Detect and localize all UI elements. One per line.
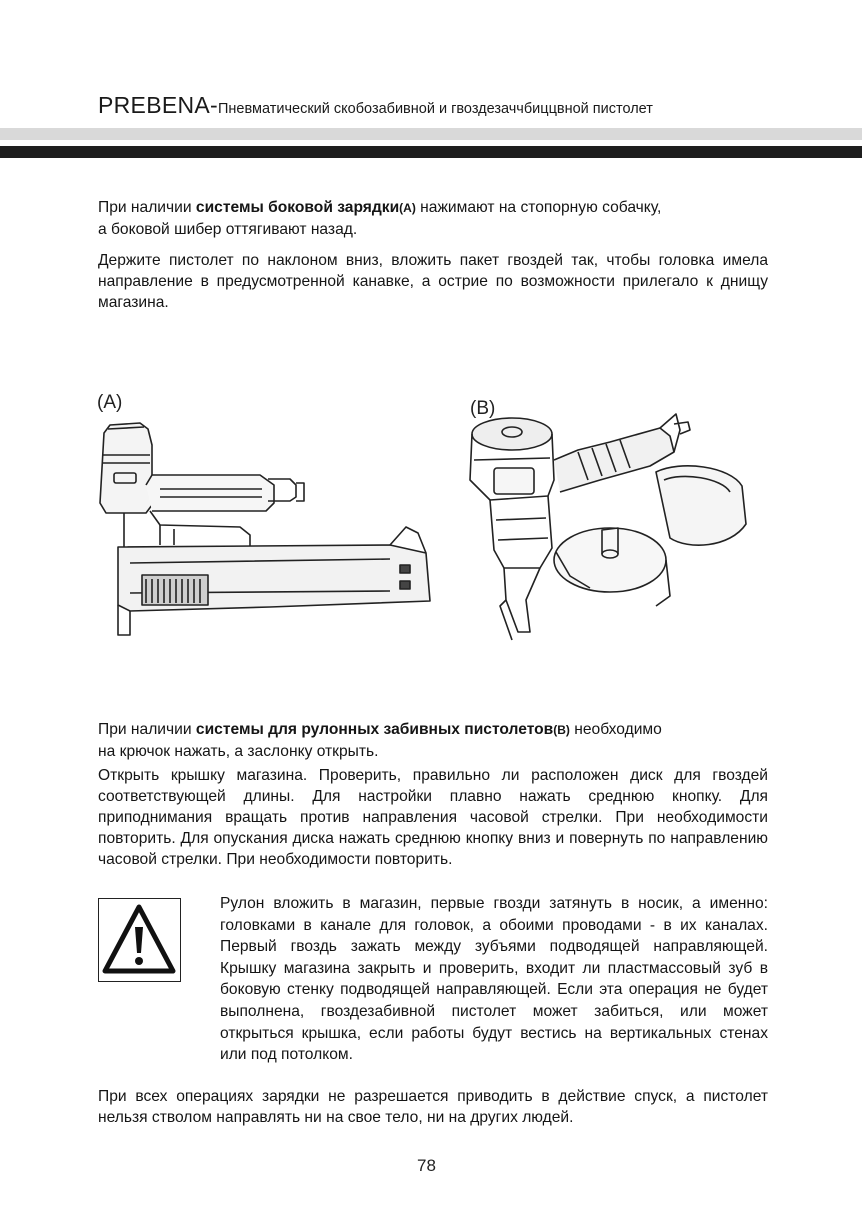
- page-header-title: [98, 92, 653, 119]
- coil-loading-line2: на крючок нажать, а заслонку открыть.: [98, 743, 379, 760]
- stick-nailer-illustration: [90, 415, 440, 645]
- warning-box: [98, 898, 181, 982]
- nail-insertion-paragraph: Держите пистолет по наклоном вниз, вложить пакет гвоздей так, чтобы головка имела направление в предусмотренной канавке, а острие по возможности прилегало к днищу магазина.: [98, 252, 768, 311]
- page-number: 78: [417, 1156, 436, 1175]
- header-band-dark: [0, 146, 862, 158]
- figure-a-label: (A): [97, 392, 123, 413]
- side-loading-paragraph: При наличии системы боковой зарядки(A) нажимают на стопорную собачку, а боковой шибер оттягивают назад.: [98, 197, 768, 240]
- coil-loading-paragraph: При наличии системы для рулонных забивных пистолетов(B) необходимо на крючок нажать, а заслонку открыть.: [98, 719, 768, 762]
- side-loading-line2: а боковой шибер оттягивают назад.: [98, 221, 358, 238]
- figure-marker-a: (A): [399, 201, 416, 215]
- warning-triangle-icon: [99, 899, 179, 980]
- side-loading-term: системы боковой зарядки: [195, 199, 400, 216]
- header-subtitle: Пневматический скобозабивной и гвоздезаччбиццвной пистолет: [217, 101, 653, 117]
- brand-name: PREBENA-: [98, 92, 218, 118]
- figure-marker-b: (B): [553, 723, 570, 737]
- header-band-light: [0, 128, 862, 140]
- warning-text: Рулон вложить в магазин, первые гвозди затянуть в носик, а именно: головками в канале для головок, а обоими проводами - в их каналах. Первый гвоздь зажать между зубъями подводящей направляющей. Крышку магазина закрыть и проверить, входит ли пластмассовый зуб в боковую стенку подводящей направляющей. Если эта операция не будет выполнена, гвоздезабивной пистолет может забиться, или может открыться крышка, если работы будут вестись на вертикальных стенах или под потолком.: [220, 895, 768, 1064]
- magazine-disk-paragraph: Открыть крышку магазина. Проверить, правильно ли расположен диск для гвоздей соответствующей длины. Для настройки плавно нажать среднюю кнопку. Для приподнимания вращать против направления часовой стрелки. При необходимости повторить. Для опускания диска нажать среднюю кнопку вниз и повернуть по направлению часовой стрелки. При необходимости повторить.: [98, 767, 768, 868]
- coil-nailer-illustration: [460, 400, 760, 670]
- figure-b-label: (B): [470, 398, 496, 419]
- safety-note-paragraph: При всех операциях зарядки не разрешается приводить в действие спуск, а пистолет нельзя стволом направлять ни на свое тело, ни на других людей.: [98, 1088, 768, 1126]
- coil-loading-term: системы для рулонных забивных пистолетов: [195, 721, 554, 738]
